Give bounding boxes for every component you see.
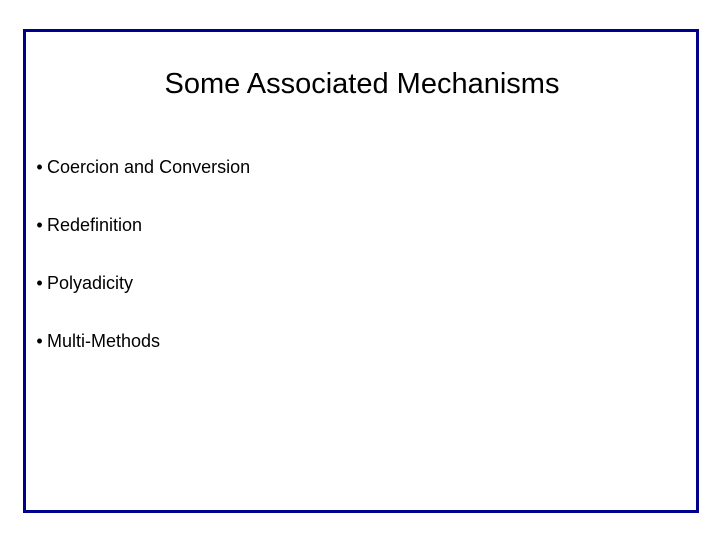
bullet-text: Coercion and Conversion xyxy=(47,157,251,177)
bullet-text: Polyadicity xyxy=(47,273,134,293)
slide-frame xyxy=(23,29,699,513)
bullet-item xyxy=(32,157,250,215)
bullet-text: Multi-Methods xyxy=(47,331,161,351)
bullet-dot-icon: • xyxy=(36,273,43,293)
bullet-dot-icon: • xyxy=(36,215,43,235)
bullet-dot-icon: • xyxy=(36,331,43,351)
bullet-item xyxy=(32,215,250,273)
bullet-item xyxy=(32,331,250,389)
bullet-list xyxy=(32,157,250,389)
bullet-dot-icon: • xyxy=(36,157,43,177)
slide-title: Some Associated Mechanisms xyxy=(164,68,560,100)
bullet-text: Redefinition xyxy=(47,215,143,235)
bullet-item xyxy=(32,273,250,331)
